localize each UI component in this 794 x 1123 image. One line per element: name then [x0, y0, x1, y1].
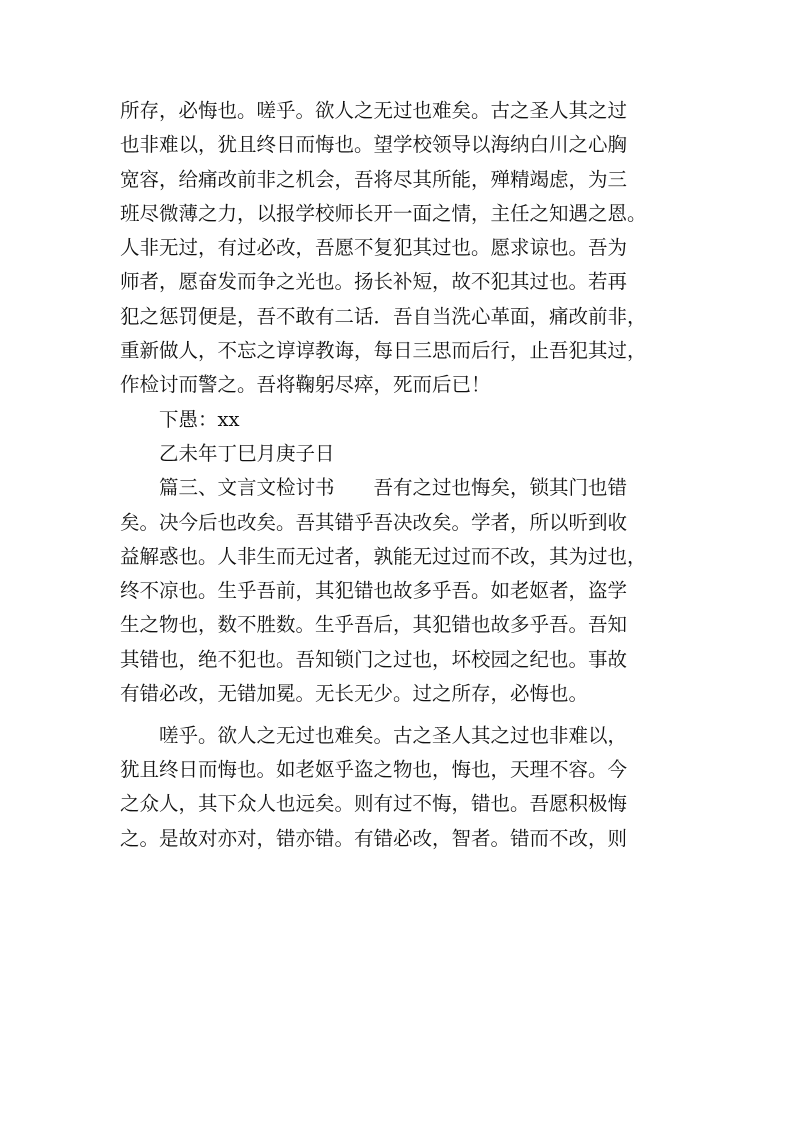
text-line: 嗟乎。欲人之无过也难矣。古之圣人其之过也非难以，	[159, 723, 628, 747]
text-line: 所存，必悔也。嗟乎。欲人之无过也难矣。古之圣人其之过	[120, 99, 628, 122]
text-line: 之。是故对亦对，错亦错。有错必改，智者。错而不改，则	[120, 826, 628, 850]
text-line: 之众人，其下众人也远矣。则有过不悔，错也。吾愿积极悔	[120, 792, 628, 816]
text-line: 终不凉也。生乎吾前，其犯错也故多乎吾。如老妪者，盗学	[120, 579, 628, 603]
text-line: 人非无过，有过必改，吾愿不复犯其过也。愿求谅也。吾为	[120, 236, 628, 260]
text-line: 生之物也，数不胜数。生乎吾后，其犯错也故多乎吾。吾知	[120, 613, 628, 637]
text-line: 班尽微薄之力，以报学校师长开一面之情，主任之知遇之恩。	[120, 201, 647, 225]
text-line: 师者，愿奋发而争之光也。扬长补短，故不犯其过也。若再	[120, 270, 628, 294]
section-heading-line: 篇三、文言文检讨书 吾有之过也悔矣，锁其门也错	[159, 476, 628, 500]
text-line: 宽容，给痛改前非之机会，吾将尽其所能，殚精竭虑，为三	[120, 167, 628, 191]
text-line: 其错也，绝不犯也。吾知锁门之过也，坏校园之纪也。事故	[120, 647, 628, 671]
paragraph-gap	[120, 711, 676, 718]
date-line: 乙未年丁巳月庚子日	[159, 441, 335, 465]
text-line: 犯之惩罚便是，吾不敢有二话．吾自当洗心革面，痛改前非，	[120, 304, 647, 328]
text-line: 有错必改，无错加冕。无长无少。过之所存，必悔也。	[120, 682, 589, 706]
text-line: 也非难以，犹且终日而悔也。望学校领导以海纳白川之心胸	[120, 133, 628, 157]
text-line: 重新做人，不忘之谆谆教诲，每日三思而后行，止吾犯其过，	[120, 339, 647, 363]
text-line: 作检讨而警之。吾将鞠躬尽瘁，死而后已！	[120, 373, 491, 397]
text-line: 益解惑也。人非生而无过者，孰能无过过而不改，其为过也，	[120, 544, 647, 568]
text-line: 犹且终日而悔也。如老妪乎盗之物也，悔也，天理不容。今	[120, 757, 628, 781]
text-line: 矣。决今后也改矣。吾其错乎吾决改矣。学者，所以听到收	[120, 510, 628, 534]
signature-line: 下愚：xx	[159, 407, 240, 431]
